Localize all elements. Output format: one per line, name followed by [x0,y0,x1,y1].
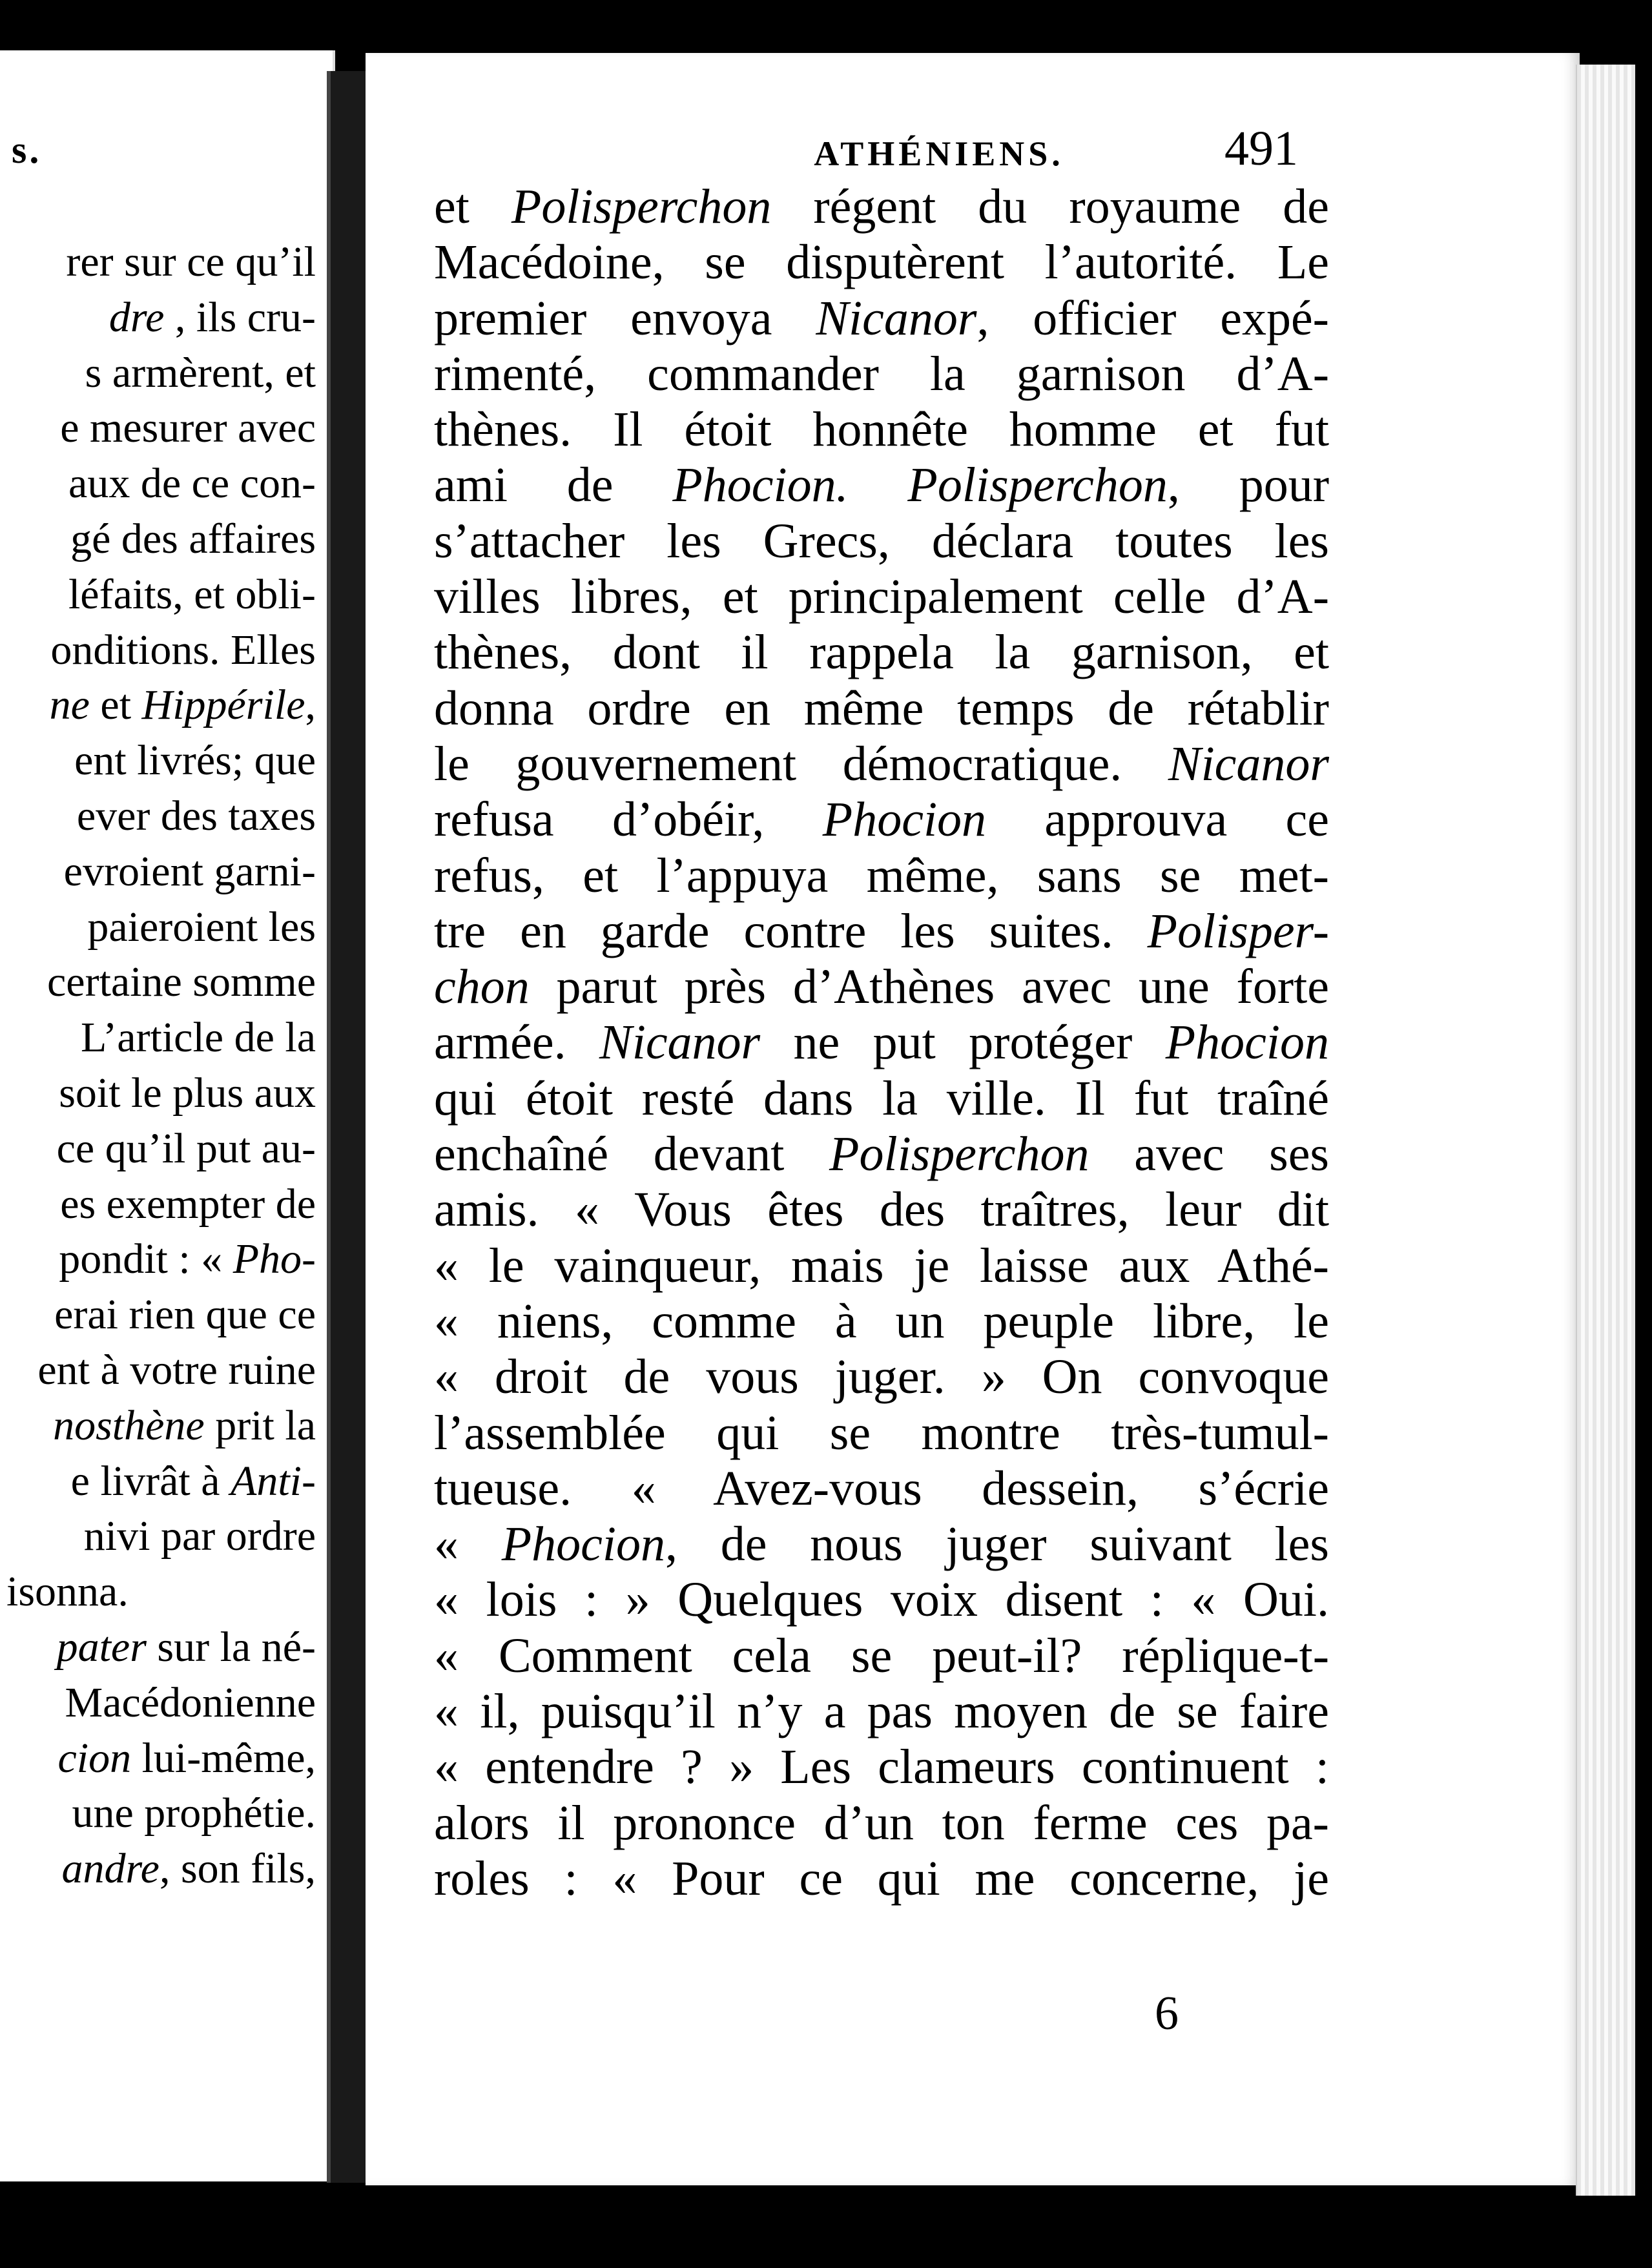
italic-name: Phocion [1165,1015,1330,1070]
running-title: ATHÉNIENS. [814,134,1064,173]
text-run: onditions. Elles [50,626,316,674]
text-run: e livrât à [70,1457,231,1505]
text-line [434,291,1329,346]
text-run: L’article de la [80,1014,316,1062]
text-line [434,792,1329,847]
text-run: pondit : « [59,1235,233,1283]
text-line [434,402,1329,457]
text-line [434,513,1329,569]
text-line [434,1795,1329,1851]
text-run: villes libres, et principalement celle d’A- [434,570,1329,624]
text-run: es exempter de [60,1180,316,1228]
book-gutter [327,71,369,2183]
text-line [0,1675,316,1731]
text-line [0,1343,316,1398]
text-line [0,567,316,623]
text-run: s’attacher les Grecs, déclara toutes les [434,513,1329,568]
text-line [0,1066,316,1121]
text-line [434,1628,1329,1684]
text-line [0,1232,316,1287]
text-run: prit la [204,1401,316,1449]
text-run: « entendre ? » Les clameurs continuent : [434,1740,1329,1795]
text-run: rimenté, commander la garnison d’A- [434,346,1329,401]
text-run: une prophétie. [72,1789,316,1837]
text-run: aux de ce con- [68,460,316,508]
text-run: roles : « Pour ce qui me concerne, je [434,1851,1329,1906]
text-run: « [434,1517,502,1572]
italic-name: Polisperchon [511,180,772,234]
text-run: , [305,681,316,729]
text-run: ent livrés; que [74,737,316,785]
text-run: « droit de vous juger. » On convoque [434,1350,1329,1405]
text-run: , pour [1167,458,1329,513]
text-run: , officier expé- [976,291,1329,345]
text-run: lui-même, [131,1734,316,1782]
italic-name: nosthène [53,1401,205,1449]
text-line [0,290,316,345]
text-run: rer sur ce qu’il [66,238,316,285]
text-run: thènes. Il étoit honnête homme et fut [434,402,1329,457]
text-line [434,1349,1329,1405]
left-page-text [0,234,316,1897]
text-run: , ils cru- [164,293,316,341]
text-run [849,458,908,512]
text-run: tre en garde contre les suites. [434,903,1148,958]
italic-name: Nicanor [1168,736,1329,791]
text-run: tueuse. « Avez-vous dessein, s’écrie [434,1461,1329,1516]
text-line [434,1851,1329,1906]
right-page [366,53,1580,2185]
text-run: « niens, comme à un peuple libre, le [434,1294,1329,1348]
text-run: certaine somme [47,958,316,1006]
text-line [434,736,1329,792]
text-run: donna ordre en même temps de rétablir [434,681,1329,736]
text-line [434,179,1329,234]
text-line [0,789,316,844]
catchword: 6 [1155,1987,1179,2040]
text-line [434,959,1329,1015]
text-run: et [434,180,511,234]
text-run: gé des affaires [70,515,316,562]
text-run: thènes, dont il rappela la garnison, et [434,625,1329,680]
italic-name: Nicanor [816,291,977,345]
text-line [0,1731,316,1786]
text-line [0,1841,316,1897]
text-line [0,1454,316,1509]
text-line [434,1461,1329,1516]
body-text [434,179,1329,1906]
text-run: ami de [434,458,673,513]
italic-name: pater [56,1623,147,1671]
text-line [0,1509,316,1564]
text-run: , de nous juger suivant les [665,1517,1329,1572]
text-run: approuva ce [986,792,1329,847]
text-run: l’assemblée qui se montre très-tumul- [434,1405,1329,1460]
text-run: « lois : » Quelques voix disent : « Oui. [434,1572,1329,1627]
text-run: sur la né- [146,1623,316,1671]
text-line [0,1564,316,1620]
text-line [434,1126,1329,1182]
text-run: isonna. [6,1568,129,1616]
italic-name: Polisperchon [829,1127,1089,1182]
text-line [434,346,1329,402]
text-run: et [89,681,142,729]
text-line [434,234,1329,290]
text-line [0,1620,316,1675]
text-line [434,1684,1329,1739]
text-line [0,511,316,567]
page-number: 491 [1224,121,1298,176]
text-run: armée. [434,1015,600,1070]
text-run: « le vainqueur, mais je laisse aux Athé- [434,1238,1329,1293]
text-line [0,345,316,401]
italic-name: Pho- [232,1235,316,1283]
text-run: « il, puisqu’il n’y a pas moyen de se faire [434,1684,1329,1739]
text-line [0,1786,316,1841]
text-run: qui étoit resté dans la ville. Il fut traîné [434,1071,1329,1126]
text-line [0,1287,316,1343]
text-line [434,1572,1329,1627]
text-line [0,623,316,678]
page-edges [1576,65,1635,2196]
text-run: erai rien que ce [54,1291,316,1339]
left-running-head: s. [12,129,42,171]
text-line [434,681,1329,736]
text-line [0,677,316,733]
text-line [434,1294,1329,1349]
text-line [0,1010,316,1066]
text-line [434,1071,1329,1126]
italic-name: Phocion [501,1517,665,1572]
italic-name: cion [57,1734,132,1782]
text-run: ent à votre ruine [37,1346,316,1394]
text-line [0,234,316,290]
text-line [434,1516,1329,1572]
text-run: premier envoya [434,291,816,345]
italic-name: Hippérile [141,681,305,729]
italic-name: andre [61,1845,160,1893]
text-line [0,400,316,456]
text-run: evroient garni- [63,847,316,895]
italic-name: ne [49,681,90,729]
italic-name: dre [108,293,165,341]
text-line [0,1121,316,1177]
text-run: ever des taxes [76,792,316,840]
text-run: parut près d’Athènes avec une forte [529,960,1329,1015]
text-line [434,624,1329,680]
text-run: alors il prononce d’un ton ferme ces pa- [434,1795,1329,1850]
italic-name: Polisperchon [907,458,1168,513]
left-facing-page [0,50,335,2181]
text-run: avec ses [1089,1127,1329,1182]
text-run: refus, et l’appuya même, sans se met- [434,848,1329,903]
text-line [0,733,316,789]
text-run: soit le plus aux [59,1069,316,1117]
text-run: le gouvernement démocratique. [434,736,1168,791]
text-run: e mesurer avec [60,404,316,452]
text-line [434,903,1329,959]
italic-name: Phocion [822,792,987,847]
text-run: amis. « Vous êtes des traîtres, leur dit [434,1182,1329,1237]
italic-name: Nicanor [599,1015,761,1070]
text-run: enchaîné devant [434,1127,830,1182]
text-run: , son fils, [159,1845,316,1893]
text-run: Macédoine, se disputèrent l’autorité. Le [434,235,1329,290]
text-run: Macédonienne [65,1678,316,1726]
italic-name: Anti- [231,1457,316,1505]
text-line [434,1739,1329,1795]
italic-name: Phocion. [672,458,849,513]
text-run: refusa d’obéir, [434,792,823,847]
text-run: régent du royaume de [771,180,1329,234]
text-run: ce qu’il put au- [56,1124,316,1172]
text-line [434,457,1329,513]
text-line [0,456,316,511]
italic-name: chon [434,960,530,1015]
text-line [0,1177,316,1232]
text-line [434,1182,1329,1237]
text-line [434,1405,1329,1461]
text-line [0,900,316,955]
text-line [0,844,316,900]
text-run: « Comment cela se peut-il? réplique-t- [434,1628,1329,1683]
text-line [434,569,1329,624]
text-line [434,848,1329,903]
text-run: léfaits, et obli- [68,570,316,618]
text-run: ne put protéger [760,1015,1166,1070]
text-line [434,1015,1329,1070]
text-run: nivi par ordre [83,1512,316,1560]
text-line [0,954,316,1010]
italic-name: Polisper- [1147,903,1329,958]
text-line [434,1238,1329,1294]
text-line [0,1398,316,1454]
text-run: s armèrent, et [85,349,316,397]
text-run: paieroient les [87,903,316,951]
